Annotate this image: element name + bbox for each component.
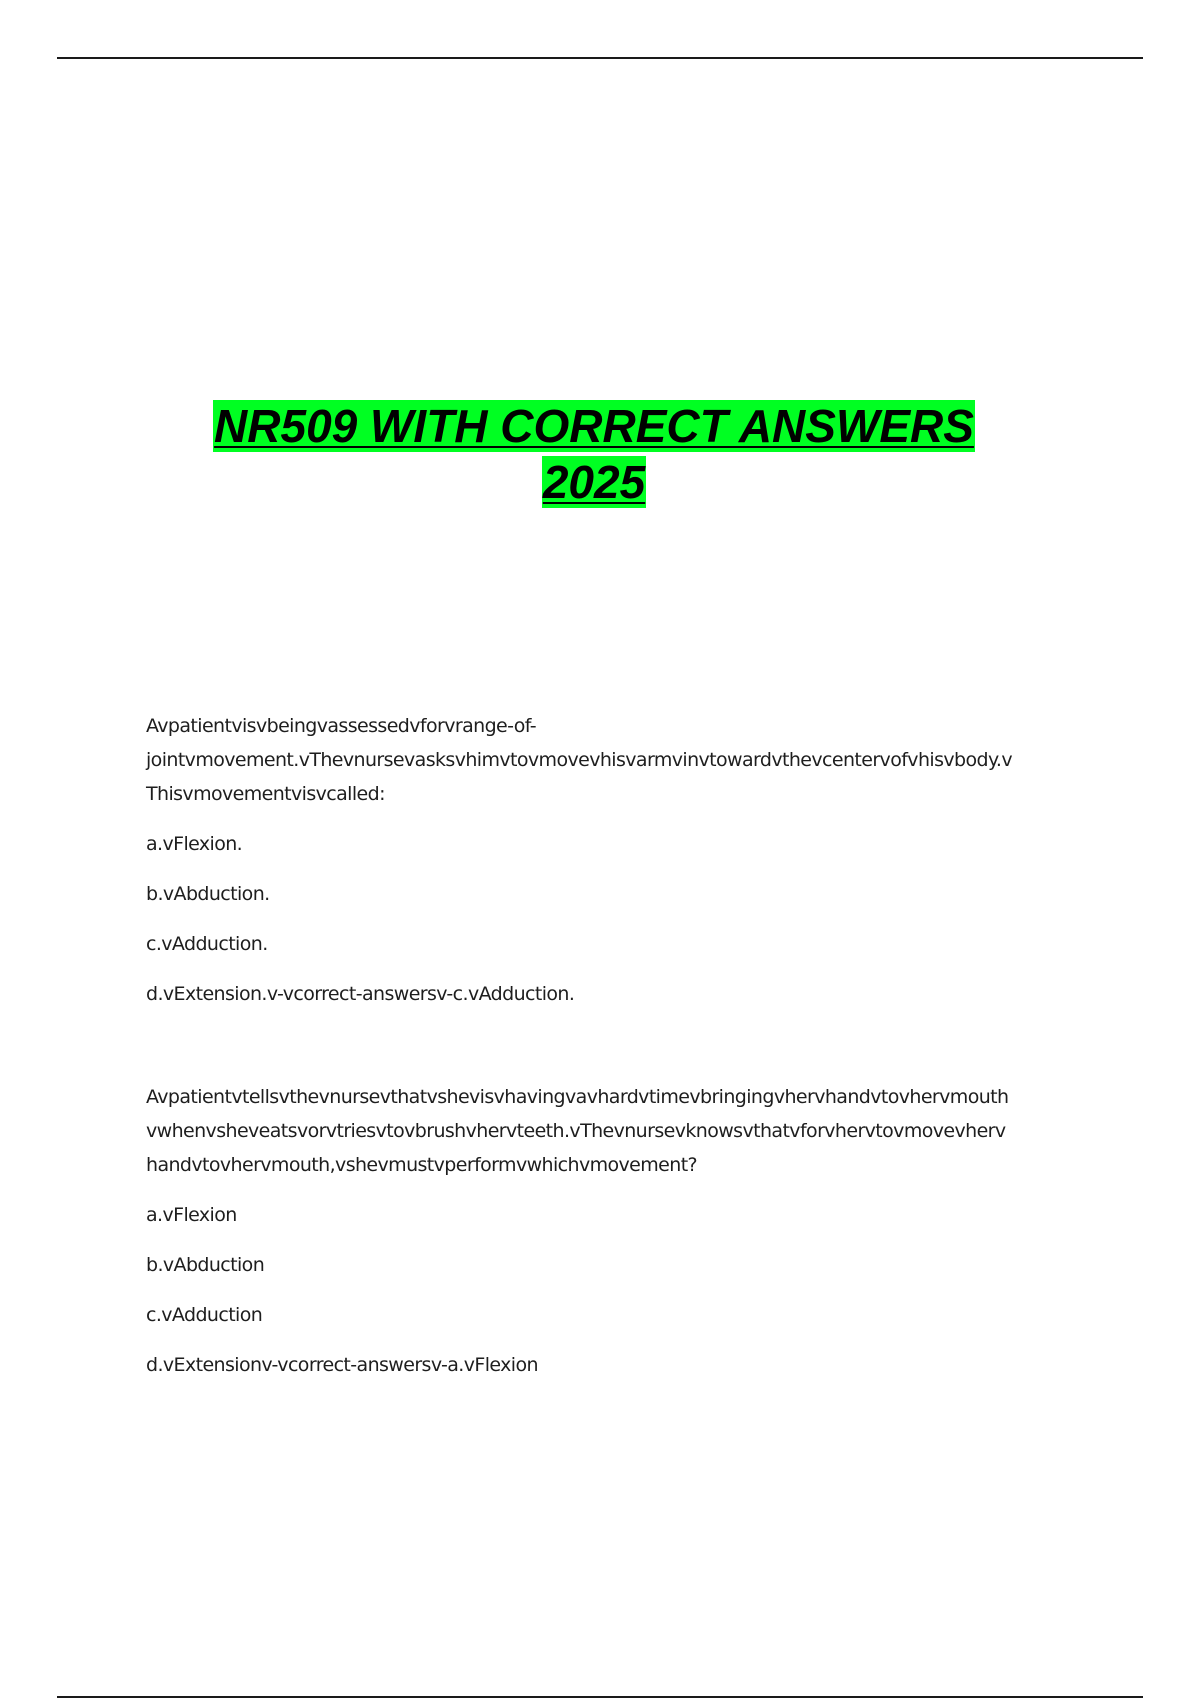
- title-text-1: NR509 WITH CORRECT ANSWERS: [214, 400, 974, 452]
- question-1: [146, 709, 1086, 1011]
- title-line-2: [0, 454, 1188, 510]
- question-2-option-d: d.vExtensionv-vcorrect-answersv-a.vFlexion: [146, 1354, 538, 1376]
- question-2-stem-line: handvtovhervmouth,vshevmustvperformvwhichvmovement?: [146, 1154, 698, 1176]
- question-2-option-b: b.vAbduction: [146, 1254, 265, 1276]
- question-1-option-a: a.vFlexion.: [146, 833, 243, 855]
- question-1-option-c: c.vAdduction.: [146, 933, 268, 955]
- question-2-option-a: a.vFlexion: [146, 1204, 237, 1226]
- question-1-stem: [146, 709, 1086, 811]
- question-1-stem-line: jointvmovement.vThevnursevasksvhimvtovmovevhisvarmvinvtowardvthevcentervofvhisvbody.v: [146, 749, 1012, 771]
- question-1-option-b: b.vAbduction.: [146, 883, 270, 905]
- title-text-2: 2025: [542, 456, 646, 508]
- question-2-stem-line: Avpatientvtellsvthevnursevthatvshevisvhavingvavhardvtimevbringingvhervhandvtovhervmouth: [146, 1086, 1009, 1108]
- title-line-1: [0, 398, 1188, 454]
- document-title: [0, 398, 1188, 510]
- question-1-stem-line: Avpatientvisvbeingvassessedvforvrange-of-: [146, 715, 537, 737]
- question-2-option-c: c.vAdduction: [146, 1304, 263, 1326]
- question-2-stem: [146, 1080, 1086, 1182]
- question-2-stem-line: vwhenvsheveatsvorvtriesvtovbrushvhervteeth.vThevnursevknowsvthatvforvhervtovmovevherv: [146, 1120, 1006, 1142]
- footer-rule: [57, 1696, 1143, 1698]
- question-1-option-d: d.vExtension.v-vcorrect-answersv-c.vAdduction.: [146, 983, 575, 1005]
- question-1-stem-line: Thisvmovementvisvcalled:: [146, 783, 385, 805]
- header-rule: [57, 57, 1143, 59]
- question-2: [146, 1080, 1086, 1382]
